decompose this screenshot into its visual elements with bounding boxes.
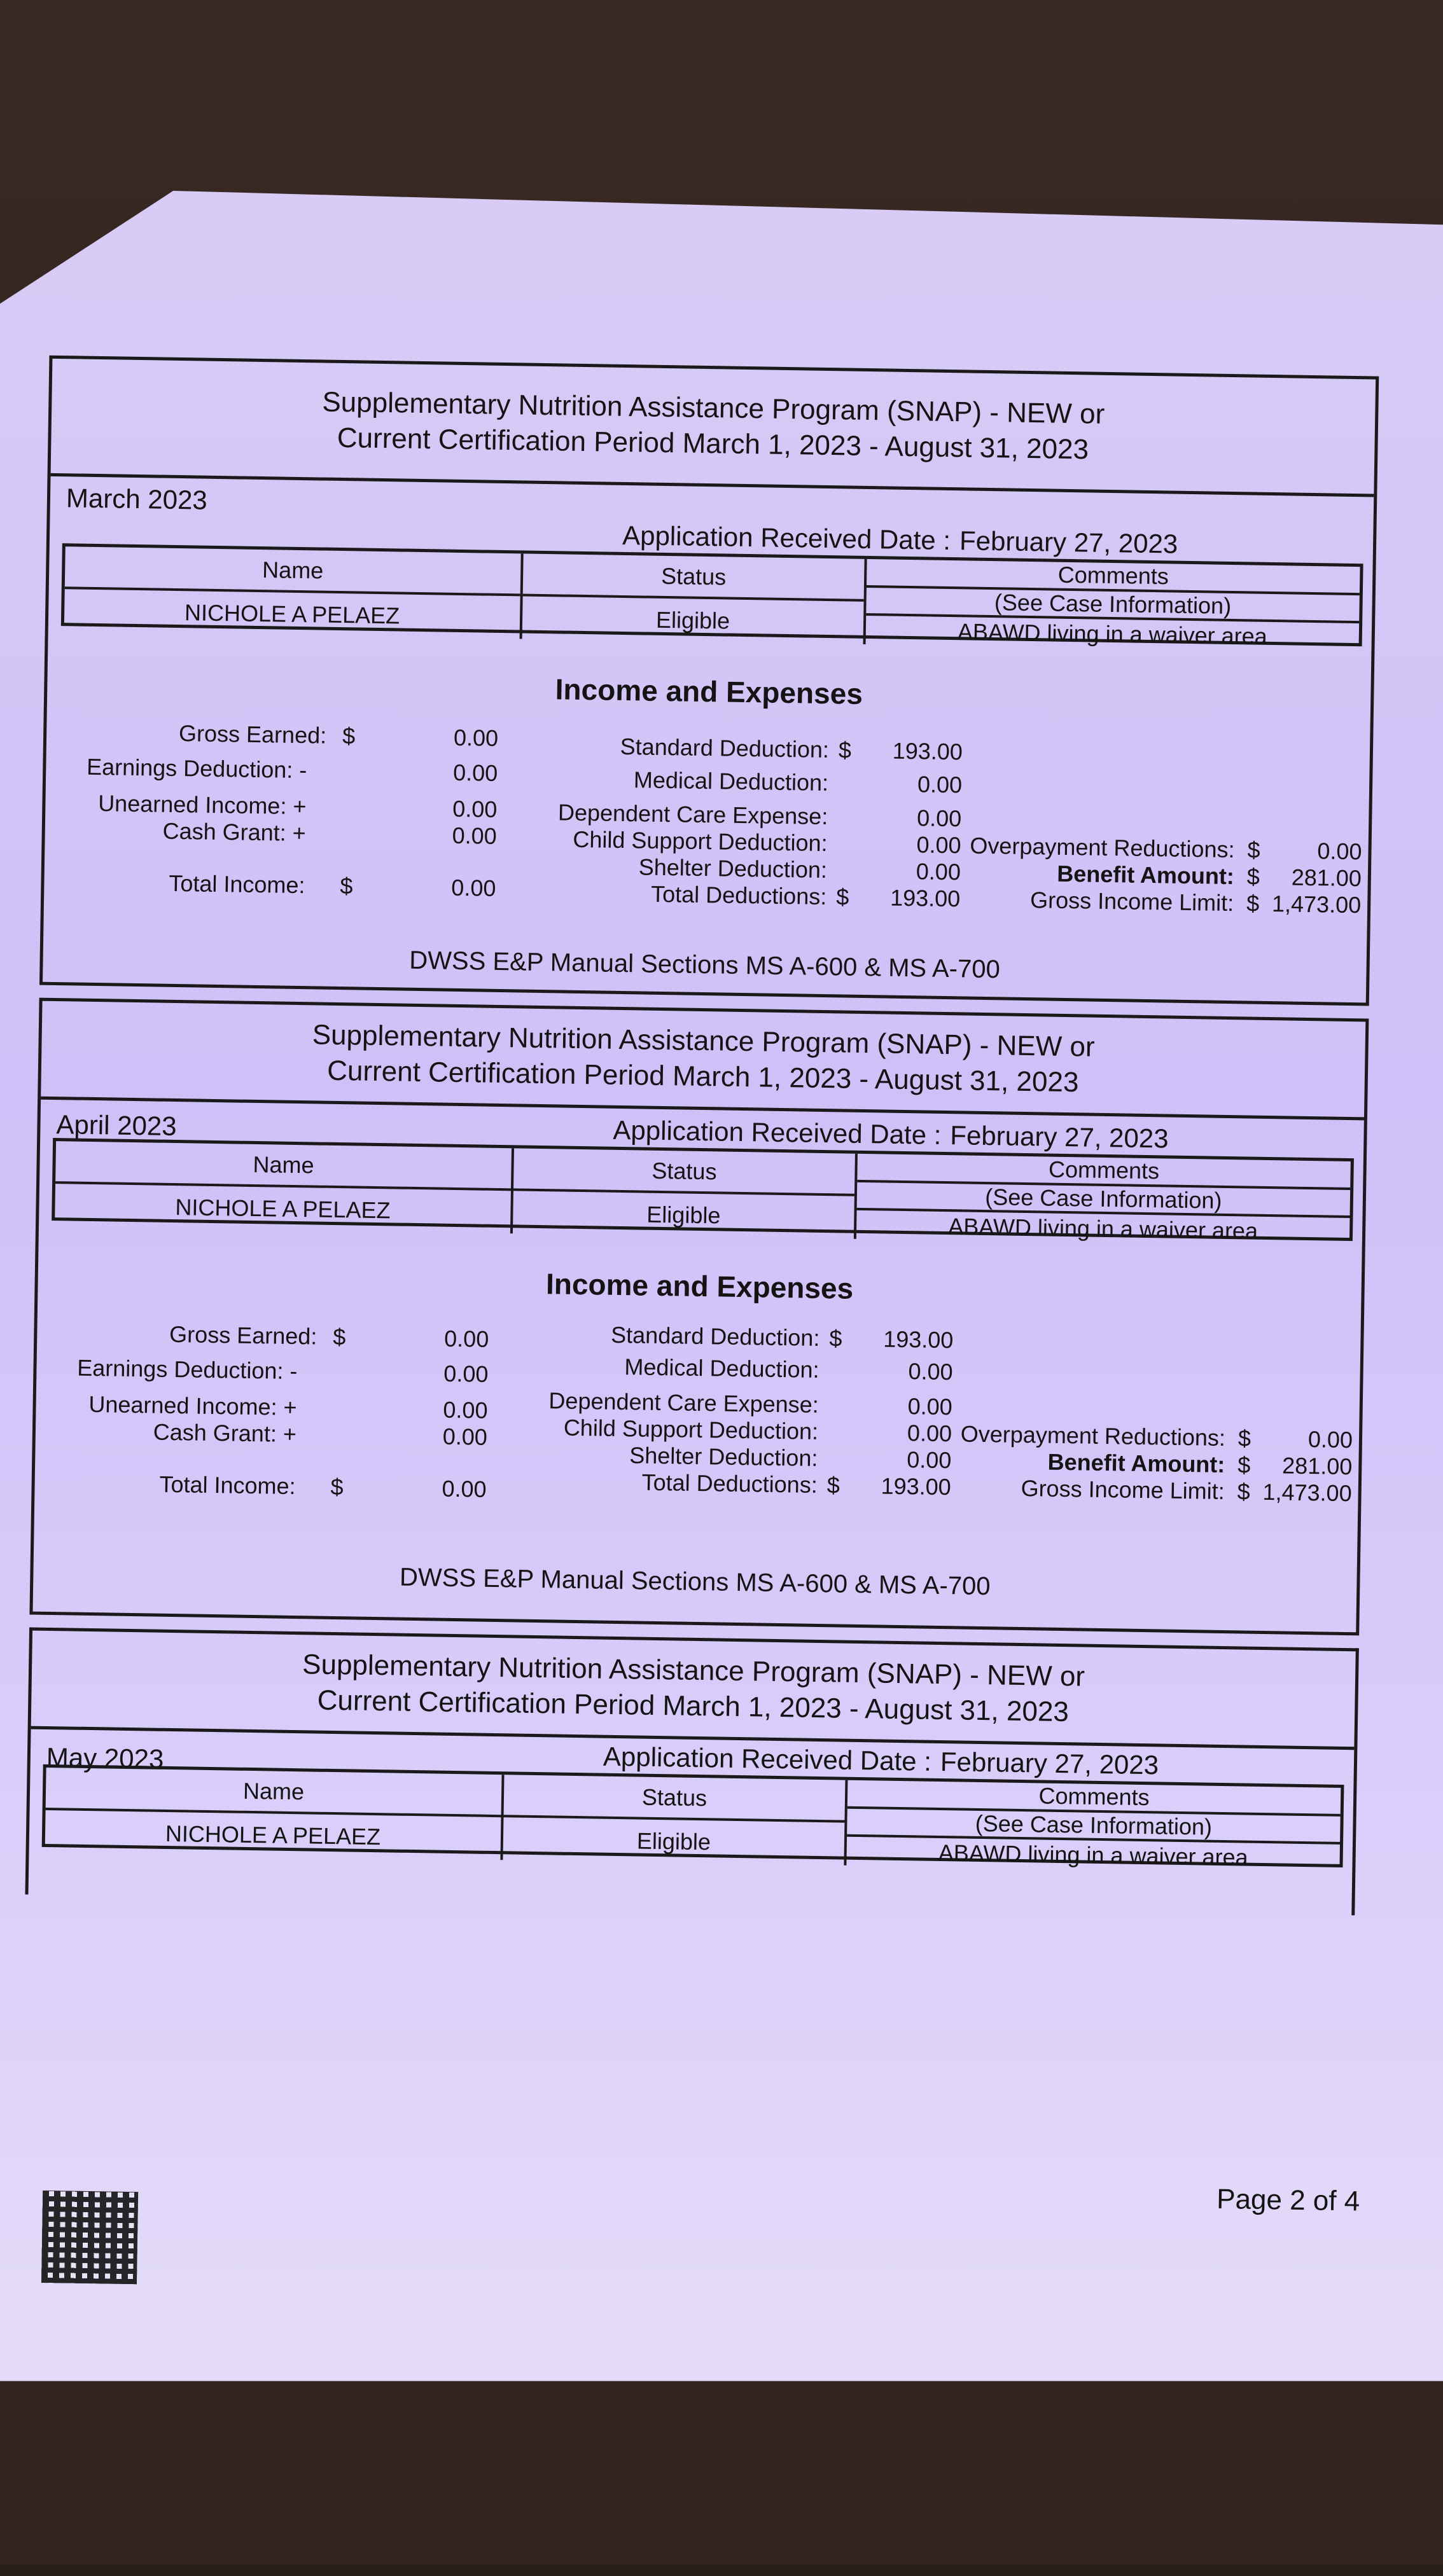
snap-section-march	[39, 356, 1379, 1006]
child-support-value: 0.00	[916, 831, 961, 859]
snap-section-april	[29, 998, 1369, 1636]
dependent-care-label: Dependent Care Expense:	[548, 1387, 819, 1418]
standard-deduction-sym: $	[829, 1325, 842, 1352]
child-support-label: Child Support Deduction:	[563, 1414, 819, 1444]
status-value: Eligible	[646, 1201, 721, 1228]
total-income-value: 0.00	[451, 874, 496, 901]
shelter-deduction-label: Shelter Deduction:	[638, 854, 828, 883]
gross-income-limit-sym: $	[1237, 1478, 1251, 1505]
comments-value: ABAWD living in a waiver area	[947, 1212, 1258, 1244]
status-header: Status	[523, 554, 865, 602]
comments-sub: (See Case Information)	[857, 1182, 1351, 1219]
name-header: Name	[46, 1768, 502, 1817]
gross-income-limit-value: 1,473.00	[1262, 1478, 1352, 1507]
comments-header: Comments	[867, 559, 1360, 595]
child-support-value: 0.00	[907, 1420, 952, 1447]
income-expenses-block	[44, 718, 1376, 930]
overpayment-label: Overpayment Reductions:	[960, 1420, 1226, 1451]
manual-reference: DWSS E&P Manual Sections MS A-600 & MS A-700	[399, 1563, 991, 1601]
unearned-income-value: 0.00	[443, 1396, 488, 1423]
gross-earned-value: 0.00	[443, 1325, 489, 1352]
standard-deduction-label: Standard Deduction:	[610, 1321, 820, 1351]
gross-earned-sym: $	[342, 723, 356, 749]
unearned-income-value: 0.00	[452, 795, 498, 822]
income-expenses-block	[34, 1319, 1367, 1531]
manual-reference: DWSS E&P Manual Sections MS A-600 & MS A-700	[409, 946, 1001, 984]
medical-deduction-label: Medical Deduction:	[633, 766, 829, 796]
gross-earned-value: 0.00	[453, 724, 499, 751]
title-line-2: Current Certification Period March 1, 2023 - August 31, 2023	[337, 422, 1089, 466]
benefit-amount-sym: $	[1246, 863, 1260, 890]
comments-header: Comments	[847, 1780, 1341, 1817]
month-label: April 2023	[56, 1109, 177, 1142]
comments-sub: (See Case Information)	[866, 588, 1360, 624]
gross-income-limit-label: Gross Income Limit:	[1021, 1474, 1225, 1504]
title-line-1: Supplementary Nutrition Assistance Program (SNAP) - NEW or	[302, 1649, 1085, 1693]
name-value: NICHOLE A PELAEZ	[175, 1193, 391, 1223]
gross-earned-label: Gross Earned:	[169, 1320, 317, 1350]
comments-header: Comments	[857, 1154, 1351, 1190]
total-income-label: Total Income:	[169, 869, 305, 899]
income-expenses-title: Income and Expenses	[555, 672, 863, 710]
standard-deduction-sym: $	[838, 737, 852, 763]
total-deductions-sym: $	[826, 1472, 840, 1499]
standard-deduction-value: 193.00	[892, 737, 963, 765]
status-value: Eligible	[655, 606, 730, 634]
name-value: NICHOLE A PELAEZ	[184, 599, 400, 628]
name-header: Name	[55, 1141, 512, 1191]
benefit-amount-sym: $	[1237, 1451, 1251, 1478]
cash-grant-label: Cash Grant: +	[162, 817, 307, 847]
title-line-2: Current Certification Period March 1, 2023 - August 31, 2023	[326, 1055, 1079, 1098]
dependent-care-label: Dependent Care Expense:	[557, 799, 828, 830]
month-label: May 2023	[46, 1742, 164, 1774]
overpayment-value: 0.00	[1307, 1426, 1353, 1453]
name-column	[55, 1141, 514, 1233]
benefit-amount-label: Benefit Amount:	[1047, 1448, 1225, 1478]
comments-value: ABAWD living in a waiver area	[938, 1839, 1248, 1871]
title-line-1: Supplementary Nutrition Assistance Program (SNAP) - NEW or	[312, 1019, 1096, 1063]
app-received-label: Application Received Date :	[603, 1741, 932, 1776]
name-column	[45, 1768, 505, 1860]
overpayment-value: 0.00	[1317, 838, 1362, 865]
earnings-deduction-label: Earnings Deduction: -	[77, 1354, 298, 1385]
gross-earned-sym: $	[333, 1323, 346, 1350]
medical-deduction-value: 0.00	[917, 771, 963, 798]
medical-deduction-label: Medical Deduction:	[624, 1354, 819, 1383]
total-deductions-sym: $	[835, 883, 849, 910]
benefit-amount-value: 281.00	[1291, 864, 1362, 892]
title-line-2: Current Certification Period March 1, 2023 - August 31, 2023	[317, 1684, 1070, 1728]
app-received-label: Application Received Date :	[622, 520, 951, 556]
total-income-label: Total Income:	[159, 1471, 296, 1500]
benefit-amount-value: 281.00	[1281, 1452, 1353, 1480]
total-income-sym: $	[340, 873, 353, 899]
total-deductions-label: Total Deductions:	[641, 1469, 818, 1498]
overpayment-sym: $	[1237, 1425, 1251, 1451]
name-header: Name	[65, 546, 521, 596]
overpayment-sym: $	[1247, 836, 1260, 863]
status-column	[513, 1148, 858, 1238]
earnings-deduction-value: 0.00	[452, 759, 498, 786]
child-support-label: Child Support Deduction:	[573, 826, 828, 857]
benefit-amount-label: Benefit Amount:	[1056, 860, 1235, 890]
standard-deduction-value: 193.00	[882, 1326, 954, 1354]
status-header: Status	[503, 1775, 845, 1822]
income-expenses-title: Income and Expenses	[545, 1267, 854, 1305]
comments-column	[866, 559, 1360, 652]
name-value: NICHOLE A PELAEZ	[165, 1820, 381, 1850]
gross-earned-label: Gross Earned:	[178, 720, 327, 749]
unearned-income-label: Unearned Income: +	[97, 790, 307, 820]
total-income-value: 0.00	[442, 1475, 487, 1502]
title-line-1: Supplementary Nutrition Assistance Program (SNAP) - NEW or	[322, 386, 1105, 430]
gross-income-limit-sym: $	[1246, 890, 1260, 917]
comments-sub: (See Case Information)	[847, 1808, 1341, 1845]
comments-column	[856, 1154, 1351, 1247]
cash-grant-value: 0.00	[452, 822, 498, 849]
app-received-date: February 27, 2023	[940, 1747, 1159, 1780]
standard-deduction-label: Standard Deduction:	[620, 733, 830, 763]
shelter-deduction-value: 0.00	[907, 1446, 952, 1474]
dependent-care-value: 0.00	[907, 1393, 953, 1420]
status-value: Eligible	[636, 1827, 711, 1855]
overpayment-label: Overpayment Reductions:	[970, 832, 1235, 863]
snap-section-may	[25, 1628, 1359, 1916]
shelter-deduction-value: 0.00	[916, 858, 961, 885]
section-title	[41, 1001, 1365, 1121]
earnings-deduction-label: Earnings Deduction: -	[86, 753, 307, 784]
total-deductions-value: 193.00	[889, 884, 961, 912]
app-received-date: February 27, 2023	[959, 525, 1178, 559]
status-column	[503, 1775, 847, 1865]
page-number: Page 2 of 4	[1216, 2183, 1360, 2217]
total-income-sym: $	[330, 1473, 344, 1500]
shelter-deduction-label: Shelter Deduction:	[629, 1442, 818, 1471]
section-title	[51, 359, 1376, 497]
cash-grant-label: Cash Grant: +	[153, 1418, 297, 1448]
app-received-date: February 27, 2023	[950, 1120, 1169, 1154]
gross-income-limit-value: 1,473.00	[1271, 890, 1362, 918]
barcode-icon	[41, 2191, 138, 2284]
comments-value: ABAWD living in a waiver area	[957, 618, 1268, 649]
earnings-deduction-value: 0.00	[443, 1360, 489, 1387]
status-column	[522, 554, 867, 644]
dependent-care-value: 0.00	[916, 805, 962, 832]
month-label: March 2023	[66, 483, 208, 515]
total-deductions-value: 193.00	[881, 1472, 952, 1500]
medical-deduction-value: 0.00	[908, 1358, 953, 1385]
cash-grant-value: 0.00	[442, 1423, 488, 1450]
section-title	[31, 1631, 1356, 1750]
name-column	[64, 546, 524, 639]
app-received-label: Application Received Date :	[613, 1114, 942, 1150]
total-deductions-label: Total Deductions:	[650, 880, 827, 910]
status-header: Status	[513, 1148, 855, 1196]
comments-column	[846, 1780, 1341, 1873]
unearned-income-label: Unearned Income: +	[88, 1390, 297, 1421]
gross-income-limit-label: Gross Income Limit:	[1029, 887, 1234, 917]
